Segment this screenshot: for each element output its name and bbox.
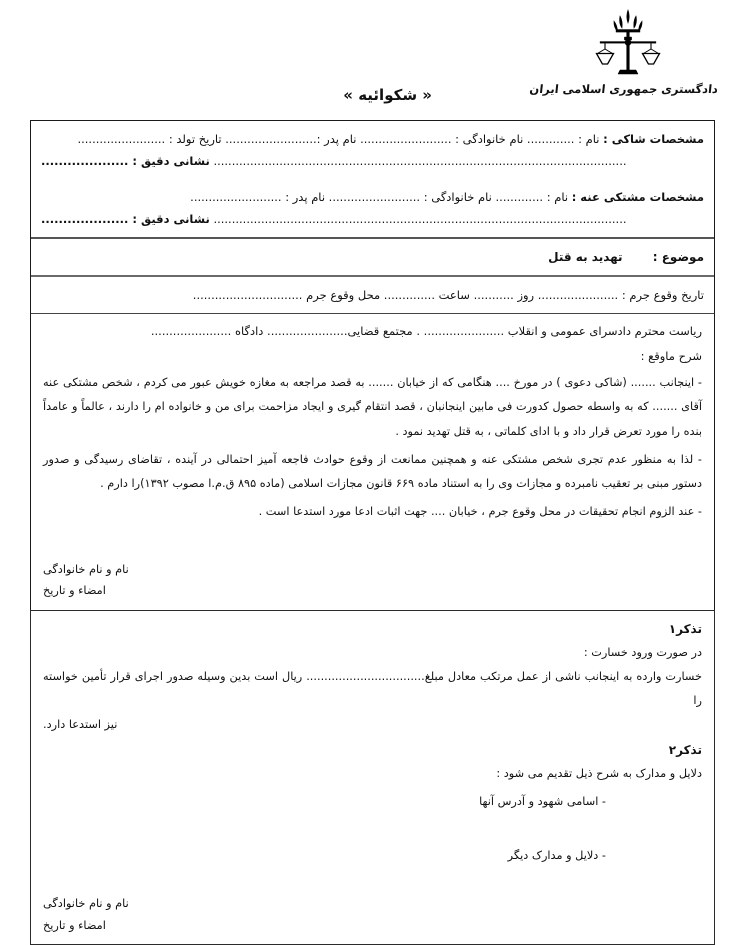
accused-identity-line xyxy=(41,186,704,208)
document-header xyxy=(0,0,750,120)
complainant-address-dots: ................................................................................................................. xyxy=(213,154,627,169)
notes-signature-name: نام و نام خانوادگی xyxy=(43,897,129,911)
note2-item-1: - اسامی شهود و آدرس آنها xyxy=(479,794,606,808)
court-address-line: ریاست محترم دادسرای عمومی و انقلاب ...................... . مجتمع قضایی...................... دادگاه ...................... xyxy=(150,323,702,338)
note1-text-end: نیز استدعا دارد. xyxy=(43,718,118,732)
narrative-paragraph-2: - لذا به منظور عدم تجری شخص مشتکی عنه و همچنین ممانعت از وقوع حوادث فاجعه آمیز احتمالی در آینده ، تقاضای رسیدگی و صدور دستور مبنی بر تعقیب نامبرده و مجازات وی را به استناد ماده ۶۶۹ قانون مجازات اسلامی (ماده ۸۹۵ ق.م.ا مصوب ۱۳۹۲)را دارم . xyxy=(43,452,702,491)
subject-label: موضوع : xyxy=(652,249,704,264)
complainant-identity-line xyxy=(41,128,704,150)
subject-value: تهدید به قتل xyxy=(548,249,623,264)
subject-section xyxy=(31,239,714,275)
notes-signature-date: امضاء و تاریخ xyxy=(43,918,106,932)
narrative-paragraph-1: - اینجانب ....... (شاکی دعوی ) در مورخ .... هنگامی که از خیابان ....... به قصد مراجعه به مغازه خویش عبور می کردم ، شخص مشتکی عنه آقای ....... که به واسطه حصول کدورت فی مابین اینجانبان ، قصد انتقام گیری و ایجاد مزاحمت برای من و خانواده ام را دارند ، عالماً و عامداً بنده را مورد تعرض قرار داد و با ادای کلماتی ، به قتل تهدید نمود . xyxy=(43,375,702,438)
scales-of-justice-icon xyxy=(538,8,718,80)
note2-heading: تذکر۲ xyxy=(668,742,702,757)
notes-signature-block xyxy=(43,893,702,936)
subject-line xyxy=(41,246,704,269)
judiciary-emblem xyxy=(528,8,719,96)
narrative-signature-name: نام و نام خانوادگی xyxy=(43,562,129,576)
complainant-label: مشخصات شاکی : xyxy=(603,132,704,146)
accused-address-dots: ................................................................................................................. xyxy=(213,212,627,227)
note1-intro: در صورت ورود خسارت : xyxy=(583,645,702,659)
complainant-address-line xyxy=(41,150,704,172)
note2-item-2: - دلایل و مدارک دیگر xyxy=(507,848,606,862)
narrative-signature-block xyxy=(43,559,702,606)
notes-frame xyxy=(30,610,715,945)
note1-text: خسارت وارده به اینجانب ناشی از عمل مرتکب معادل مبلغ................................. ریال است بدین وسیله صدور اجرای قرار تأمین خواسته را xyxy=(43,669,702,708)
narrative-signature-date: امضاء و تاریخ xyxy=(43,584,106,598)
narrative-label: شرح ماوقع : xyxy=(640,348,702,363)
note2-intro: دلایل و مدارک به شرح ذیل تقدیم می شود : xyxy=(496,766,702,780)
accused-section xyxy=(31,179,714,237)
note2-blank-gap xyxy=(43,814,702,840)
narrative-section xyxy=(31,314,714,610)
complainant-address-label: نشانی دقیق : .................... xyxy=(41,154,210,169)
complainant-fields: نام : ............. نام خانوادگی : ......................... نام پدر :......................... تاریخ تولد : ........................ xyxy=(77,132,600,146)
page-title: « شکوائیه » xyxy=(343,86,432,104)
emblem-caption: دادگستری جمهوری اسلامی ایران xyxy=(528,82,719,96)
accused-fields: نام : ............. نام خانوادگی : ......................... نام پدر : ......................... xyxy=(190,189,569,204)
narrative-paragraph-3: - عند الزوم انجام تحقیقات در محل وقوع جرم ، خیابان .... جهت اثبات ادعا مورد استدعا است . xyxy=(258,505,702,519)
accused-address-line xyxy=(41,208,704,230)
note1-heading: تذکر۱ xyxy=(668,621,702,636)
crime-info-section xyxy=(31,277,714,312)
main-form-frame xyxy=(30,120,715,610)
accused-address-label: نشانی دقیق : .................... xyxy=(41,212,210,227)
accused-label: مشخصات مشتکی عنه : xyxy=(571,189,704,204)
crime-info-line: تاریخ وقوع جرم : ...................... روز ........... ساعت .............. محل وقوع جرم .............................. xyxy=(192,288,704,303)
complainant-section xyxy=(31,121,714,179)
